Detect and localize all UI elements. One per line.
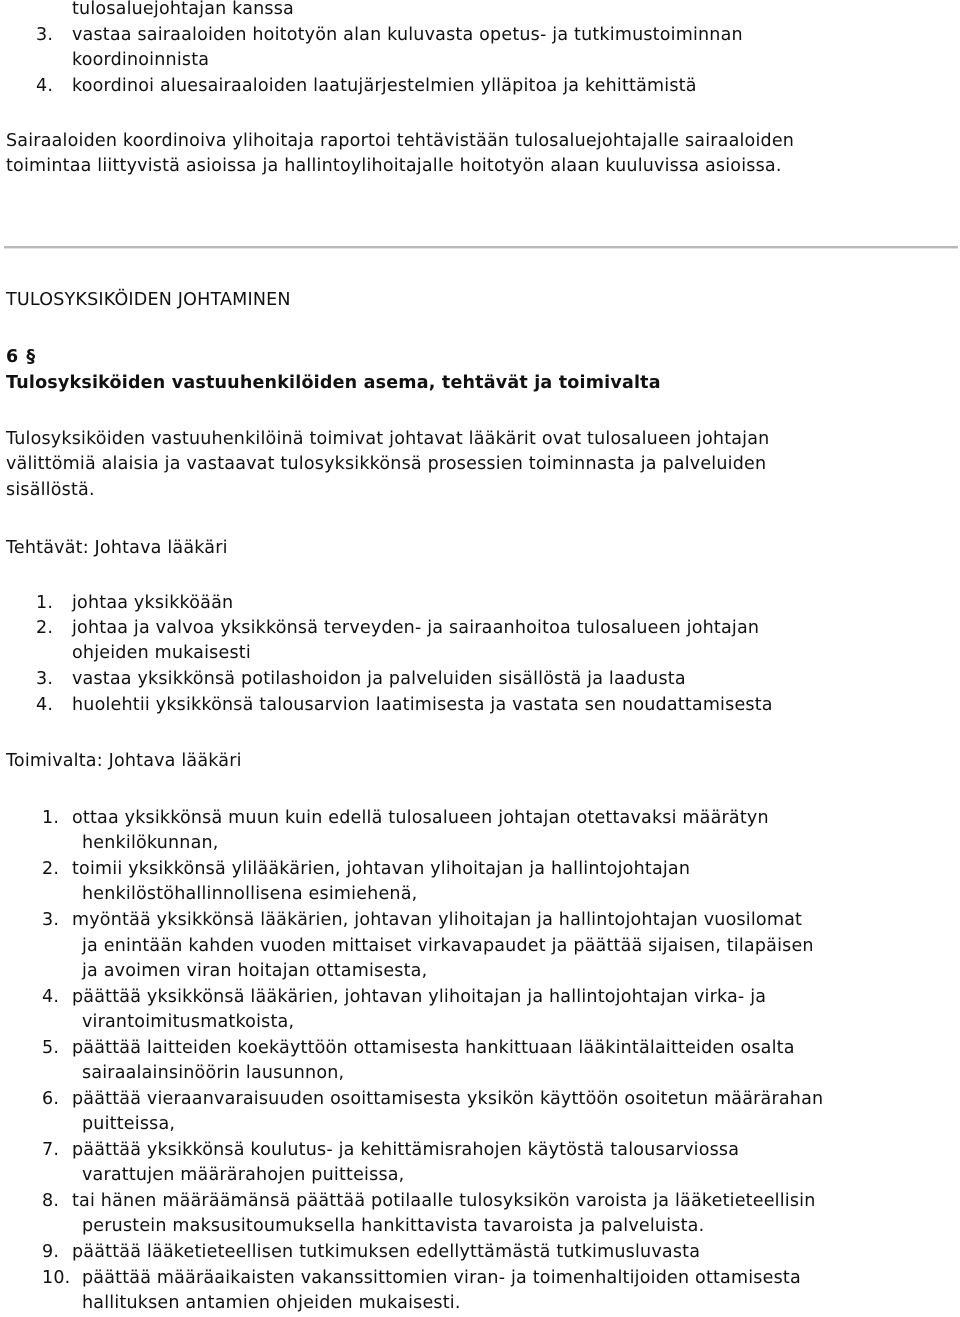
tasks-heading: Tehtävät: Johtava lääkäri bbox=[6, 538, 228, 558]
list-item-text: päättää laitteiden koekäyttöön ottamisesta hankittuaan lääkintälaitteiden osalta bbox=[72, 1038, 795, 1058]
list-item-text: johtaa yksikköään bbox=[72, 593, 234, 613]
paragraph-line: sisällöstä. bbox=[6, 480, 95, 500]
list-item-text: ohjeiden mukaisesti bbox=[72, 643, 251, 663]
section-number-value: 6 bbox=[6, 347, 19, 367]
list-item-text: puitteissa, bbox=[82, 1114, 176, 1134]
list-item-number: 1. bbox=[42, 808, 60, 828]
list-item-text: vastaa yksikkönsä potilashoidon ja palveluiden sisällöstä ja laadusta bbox=[72, 669, 686, 689]
list-item-text: johtaa ja valvoa yksikkönsä terveyden- ja sairaanhoitoa tulosalueen johtajan bbox=[72, 618, 760, 638]
intro-continuation-text: tulosaluejohtajan kanssa bbox=[72, 0, 294, 19]
list-item-text: perustein maksusitoumuksella hankittavista tavaroista ja palveluista. bbox=[82, 1216, 705, 1236]
list-item-number: 4. bbox=[36, 695, 54, 715]
list-item-text: myöntää yksikkönsä lääkärien, johtavan ylihoitajan ja hallintojohtajan vuosilomat bbox=[72, 910, 803, 930]
list-item-text: päättää määräaikaisten vakanssittomien viran- ja toimenhaltijoiden ottamisesta bbox=[82, 1268, 801, 1288]
paragraph-line: Tulosyksiköiden vastuuhenkilöinä toimivat johtavat lääkärit ovat tulosalueen johtajan bbox=[6, 429, 770, 449]
list-item-text: päättää vieraanvaraisuuden osoittamisesta yksikön käyttöön osoitetun määrärahan bbox=[72, 1089, 824, 1109]
list-item-text: sairaalainsinöörin lausunnon, bbox=[82, 1063, 345, 1083]
list-item-text: ottaa yksikkönsä muun kuin edellä tulosalueen johtajan otettavaksi määrätyn bbox=[72, 808, 769, 828]
section-sign: § bbox=[26, 347, 36, 367]
list-item-number: 3. bbox=[36, 669, 54, 689]
list-item-text: tai hänen määräämänsä päättää potilaalle tulosyksikön varoista ja lääketieteellisin bbox=[72, 1191, 816, 1211]
list-item-number: 7. bbox=[42, 1140, 60, 1160]
list-item-number: 6. bbox=[42, 1089, 60, 1109]
list-item-text: huolehtii yksikkönsä talousarvion laatimisesta ja vastata sen noudattamisesta bbox=[72, 695, 773, 715]
list-item-text: päättää lääketieteellisen tutkimuksen edellyttämästä tutkimusluvasta bbox=[72, 1242, 701, 1262]
list-item-number: 2. bbox=[42, 859, 60, 879]
authority-heading: Toimivalta: Johtava lääkäri bbox=[6, 751, 242, 771]
list-item-number: 9. bbox=[42, 1242, 60, 1262]
list-item-number: 4. bbox=[42, 987, 60, 1007]
list-item-number: 5. bbox=[42, 1038, 60, 1058]
list-item-text: toimii yksikkönsä ylilääkärien, johtavan ylihoitajan ja hallintojohtajan bbox=[72, 859, 691, 879]
list-item-text: vastaa sairaaloiden hoitotyön alan kuluvasta opetus- ja tutkimustoiminnan bbox=[72, 25, 743, 45]
section-heading: TULOSYKSIKÖIDEN JOHTAMINEN bbox=[6, 290, 291, 310]
paragraph-line: Sairaaloiden koordinoiva ylihoitaja raportoi tehtävistään tulosaluejohtajalle sairaaloiden bbox=[6, 131, 795, 151]
horizontal-divider bbox=[4, 246, 958, 249]
paragraph-line: toimintaa liittyvistä asioissa ja hallintoylihoitajalle hoitotyön alaan kuuluvissa asioissa. bbox=[6, 156, 782, 176]
list-item-number: 4. bbox=[36, 76, 54, 96]
list-item-number: 3. bbox=[36, 25, 54, 45]
list-item-text: henkilöstöhallinnollisena esimiehenä, bbox=[82, 884, 418, 904]
list-item-text: virantoimitusmatkoista, bbox=[82, 1012, 295, 1032]
section-title: Tulosyksiköiden vastuuhenkilöiden asema, tehtävät ja toimivalta bbox=[6, 373, 661, 393]
list-item-number: 8. bbox=[42, 1191, 60, 1211]
list-item-number: 10. bbox=[42, 1268, 71, 1288]
list-item-text: hallituksen antamien ohjeiden mukaisesti. bbox=[82, 1293, 461, 1313]
list-item-text: päättää yksikkönsä koulutus- ja kehittämisrahojen käytöstä talousarviossa bbox=[72, 1140, 740, 1160]
paragraph-line: välittömiä alaisia ja vastaavat tulosyksikkönsä prosessien toiminnasta ja palveluiden bbox=[6, 454, 767, 474]
list-item-text: ja enintään kahden vuoden mittaiset virkavapaudet ja päättää sijaisen, tilapäisen bbox=[82, 936, 814, 956]
list-item-number: 1. bbox=[36, 593, 54, 613]
list-item-text: varattujen määrärahojen puitteissa, bbox=[82, 1165, 405, 1185]
list-item-text: ja avoimen viran hoitajan ottamisesta, bbox=[82, 961, 428, 981]
list-item-text: koordinoinnista bbox=[72, 50, 210, 70]
section-number bbox=[6, 344, 38, 370]
list-item-number: 2. bbox=[36, 618, 54, 638]
list-item-text: päättää yksikkönsä lääkärien, johtavan ylihoitajan ja hallintojohtajan virka- ja bbox=[72, 987, 767, 1007]
list-item-text: koordinoi aluesairaaloiden laatujärjestelmien ylläpitoa ja kehittämistä bbox=[72, 76, 697, 96]
list-item-text: henkilökunnan, bbox=[82, 833, 219, 853]
list-item-number: 3. bbox=[42, 910, 60, 930]
